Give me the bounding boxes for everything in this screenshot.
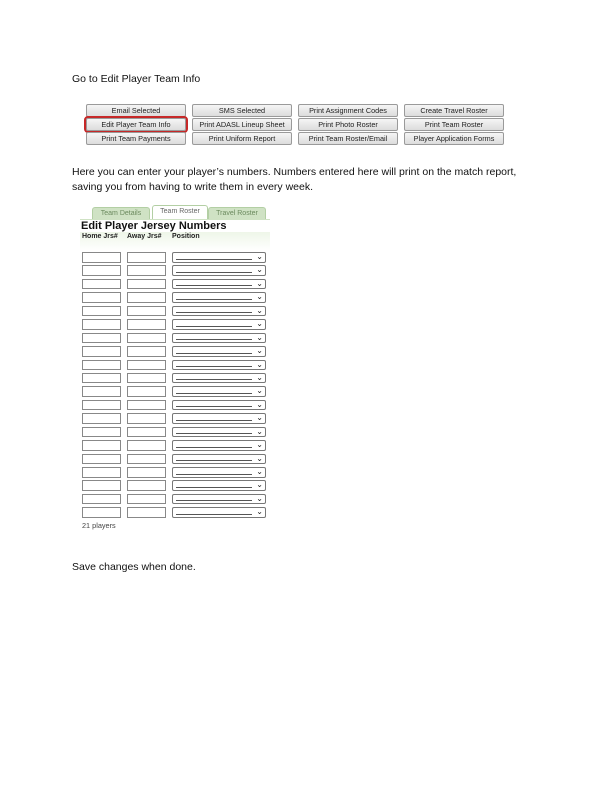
action-button[interactable]: Edit Player Team Info: [86, 118, 186, 131]
chevron-down-icon: ⌄: [256, 426, 263, 436]
chevron-down-icon: ⌄: [256, 265, 263, 275]
chevron-down-icon: ⌄: [256, 278, 263, 288]
instruction-step-1: Go to Edit Player Team Info: [72, 73, 201, 85]
chevron-down-icon: ⌄: [256, 292, 263, 302]
chevron-down-icon: ⌄: [256, 372, 263, 382]
select-value-line: [176, 393, 252, 394]
action-button[interactable]: Print Photo Roster: [298, 118, 398, 131]
select-value-line: [176, 420, 252, 421]
player-row: [80, 506, 270, 519]
select-value-line: [176, 447, 252, 448]
form-title: Edit Player Jersey Numbers: [80, 219, 270, 232]
player-row: [80, 426, 270, 439]
select-value-line: [176, 339, 252, 340]
home-jersey-input[interactable]: [82, 440, 121, 451]
select-value-line: [176, 272, 252, 273]
position-select[interactable]: [172, 265, 266, 276]
player-row: [80, 291, 270, 304]
chevron-down-icon: ⌄: [256, 305, 263, 315]
home-jersey-input[interactable]: [82, 507, 121, 518]
away-jersey-input[interactable]: [127, 292, 166, 303]
away-jersey-input[interactable]: [127, 480, 166, 491]
away-jersey-header: Away Jrs#: [127, 233, 162, 240]
player-row: [80, 278, 270, 291]
select-value-line: [176, 514, 252, 515]
position-select[interactable]: [172, 292, 266, 303]
home-jersey-header: Home Jrs#: [82, 233, 118, 240]
player-row: [80, 439, 270, 452]
position-select[interactable]: [172, 319, 266, 330]
chevron-down-icon: ⌄: [256, 252, 263, 261]
position-header: Position: [172, 233, 200, 240]
select-value-line: [176, 379, 252, 380]
position-select[interactable]: [172, 360, 266, 371]
select-value-line: [176, 474, 252, 475]
home-jersey-input[interactable]: [82, 373, 121, 384]
action-button[interactable]: Create Travel Roster: [404, 104, 504, 117]
player-row: [80, 359, 270, 372]
away-jersey-input[interactable]: [127, 333, 166, 344]
select-value-line: [176, 500, 252, 501]
home-jersey-input[interactable]: [82, 306, 121, 317]
away-jersey-input[interactable]: [127, 427, 166, 438]
select-value-line: [176, 326, 252, 327]
team-action-buttons: [86, 104, 504, 145]
away-jersey-input[interactable]: [127, 467, 166, 478]
home-jersey-input[interactable]: [82, 400, 121, 411]
away-jersey-input[interactable]: [127, 507, 166, 518]
position-select[interactable]: [172, 494, 266, 505]
chevron-down-icon: ⌄: [256, 332, 263, 342]
position-select[interactable]: [172, 306, 266, 317]
player-row: [80, 493, 270, 506]
chevron-down-icon: ⌄: [256, 359, 263, 369]
player-row: [80, 412, 270, 425]
chevron-down-icon: ⌄: [256, 346, 263, 356]
chevron-down-icon: ⌄: [256, 399, 263, 409]
position-select[interactable]: [172, 507, 266, 518]
away-jersey-input[interactable]: [127, 346, 166, 357]
home-jersey-input[interactable]: [82, 494, 121, 505]
home-jersey-input[interactable]: [82, 454, 121, 465]
player-rows: [80, 251, 270, 520]
select-value-line: [176, 366, 252, 367]
player-row: [80, 479, 270, 492]
select-value-line: [176, 460, 252, 461]
position-select[interactable]: [172, 252, 266, 263]
away-jersey-input[interactable]: [127, 400, 166, 411]
away-jersey-input[interactable]: [127, 386, 166, 397]
home-jersey-input[interactable]: [82, 346, 121, 357]
position-select[interactable]: [172, 413, 266, 424]
tab-team-details[interactable]: Team Details: [92, 207, 150, 219]
position-select[interactable]: [172, 333, 266, 344]
position-select[interactable]: [172, 373, 266, 384]
home-jersey-input[interactable]: [82, 252, 121, 263]
player-row: [80, 305, 270, 318]
action-button[interactable]: Print Team Payments: [86, 132, 186, 145]
position-select[interactable]: [172, 400, 266, 411]
column-headers: [80, 232, 270, 251]
position-select[interactable]: [172, 480, 266, 491]
select-value-line: [176, 487, 252, 488]
select-value-line: [176, 406, 252, 407]
player-row: [80, 399, 270, 412]
action-button[interactable]: Print Assignment Codes: [298, 104, 398, 117]
select-value-line: [176, 353, 252, 354]
away-jersey-input[interactable]: [127, 319, 166, 330]
action-button[interactable]: Print Team Roster/Email: [298, 132, 398, 145]
home-jersey-input[interactable]: [82, 292, 121, 303]
home-jersey-input[interactable]: [82, 467, 121, 478]
position-select[interactable]: [172, 427, 266, 438]
chevron-down-icon: ⌄: [256, 319, 263, 329]
tab-team-roster[interactable]: Team Roster: [152, 205, 208, 219]
home-jersey-input[interactable]: [82, 413, 121, 424]
select-value-line: [176, 433, 252, 434]
select-value-line: [176, 312, 252, 313]
tab-bar: [80, 205, 270, 219]
action-button[interactable]: Email Selected: [86, 104, 186, 117]
home-jersey-input[interactable]: [82, 480, 121, 491]
away-jersey-input[interactable]: [127, 306, 166, 317]
chevron-down-icon: ⌄: [256, 440, 263, 450]
home-jersey-input[interactable]: [82, 427, 121, 438]
select-value-line: [176, 259, 252, 260]
select-value-line: [176, 299, 252, 300]
chevron-down-icon: ⌄: [256, 493, 263, 503]
action-button[interactable]: Player Application Forms: [404, 132, 504, 145]
home-jersey-input[interactable]: [82, 360, 121, 371]
home-jersey-input[interactable]: [82, 333, 121, 344]
tab-travel-roster[interactable]: Travel Roster: [208, 207, 266, 219]
home-jersey-input[interactable]: [82, 265, 121, 276]
instruction-step-3: Save changes when done.: [72, 561, 196, 573]
position-select[interactable]: [172, 454, 266, 465]
player-row: [80, 318, 270, 331]
roster-panel: [80, 205, 270, 530]
position-select[interactable]: [172, 346, 266, 357]
select-value-line: [176, 285, 252, 286]
away-jersey-input[interactable]: [127, 252, 166, 263]
chevron-down-icon: ⌄: [256, 507, 263, 517]
player-row: [80, 385, 270, 398]
chevron-down-icon: ⌄: [256, 453, 263, 463]
player-count: 21 players: [82, 520, 116, 530]
chevron-down-icon: ⌄: [256, 480, 263, 490]
position-select[interactable]: [172, 467, 266, 478]
instruction-step-2: Here you can enter your player’s numbers. Numbers entered here will print on the match report, saving you from having to write them in every week.: [72, 166, 517, 193]
home-jersey-input[interactable]: [82, 386, 121, 397]
player-row: [80, 345, 270, 358]
away-jersey-input[interactable]: [127, 265, 166, 276]
away-jersey-input[interactable]: [127, 413, 166, 424]
away-jersey-input[interactable]: [127, 494, 166, 505]
chevron-down-icon: ⌄: [256, 413, 263, 423]
player-row: [80, 251, 270, 264]
player-row: [80, 466, 270, 479]
player-row: [80, 372, 270, 385]
away-jersey-input[interactable]: [127, 454, 166, 465]
home-jersey-input[interactable]: [82, 319, 121, 330]
home-jersey-input[interactable]: [82, 279, 121, 290]
player-row: [80, 332, 270, 345]
away-jersey-input[interactable]: [127, 440, 166, 451]
position-select[interactable]: [172, 279, 266, 290]
chevron-down-icon: ⌄: [256, 467, 263, 476]
action-button[interactable]: Print ADASL Lineup Sheet: [192, 118, 292, 131]
action-button[interactable]: Print Uniform Report: [192, 132, 292, 145]
away-jersey-input[interactable]: [127, 373, 166, 384]
position-select[interactable]: [172, 440, 266, 451]
player-row: [80, 264, 270, 277]
position-select[interactable]: [172, 386, 266, 397]
away-jersey-input[interactable]: [127, 360, 166, 371]
action-button[interactable]: SMS Selected: [192, 104, 292, 117]
chevron-down-icon: ⌄: [256, 386, 263, 396]
action-button[interactable]: Print Team Roster: [404, 118, 504, 131]
player-row: [80, 453, 270, 466]
away-jersey-input[interactable]: [127, 279, 166, 290]
